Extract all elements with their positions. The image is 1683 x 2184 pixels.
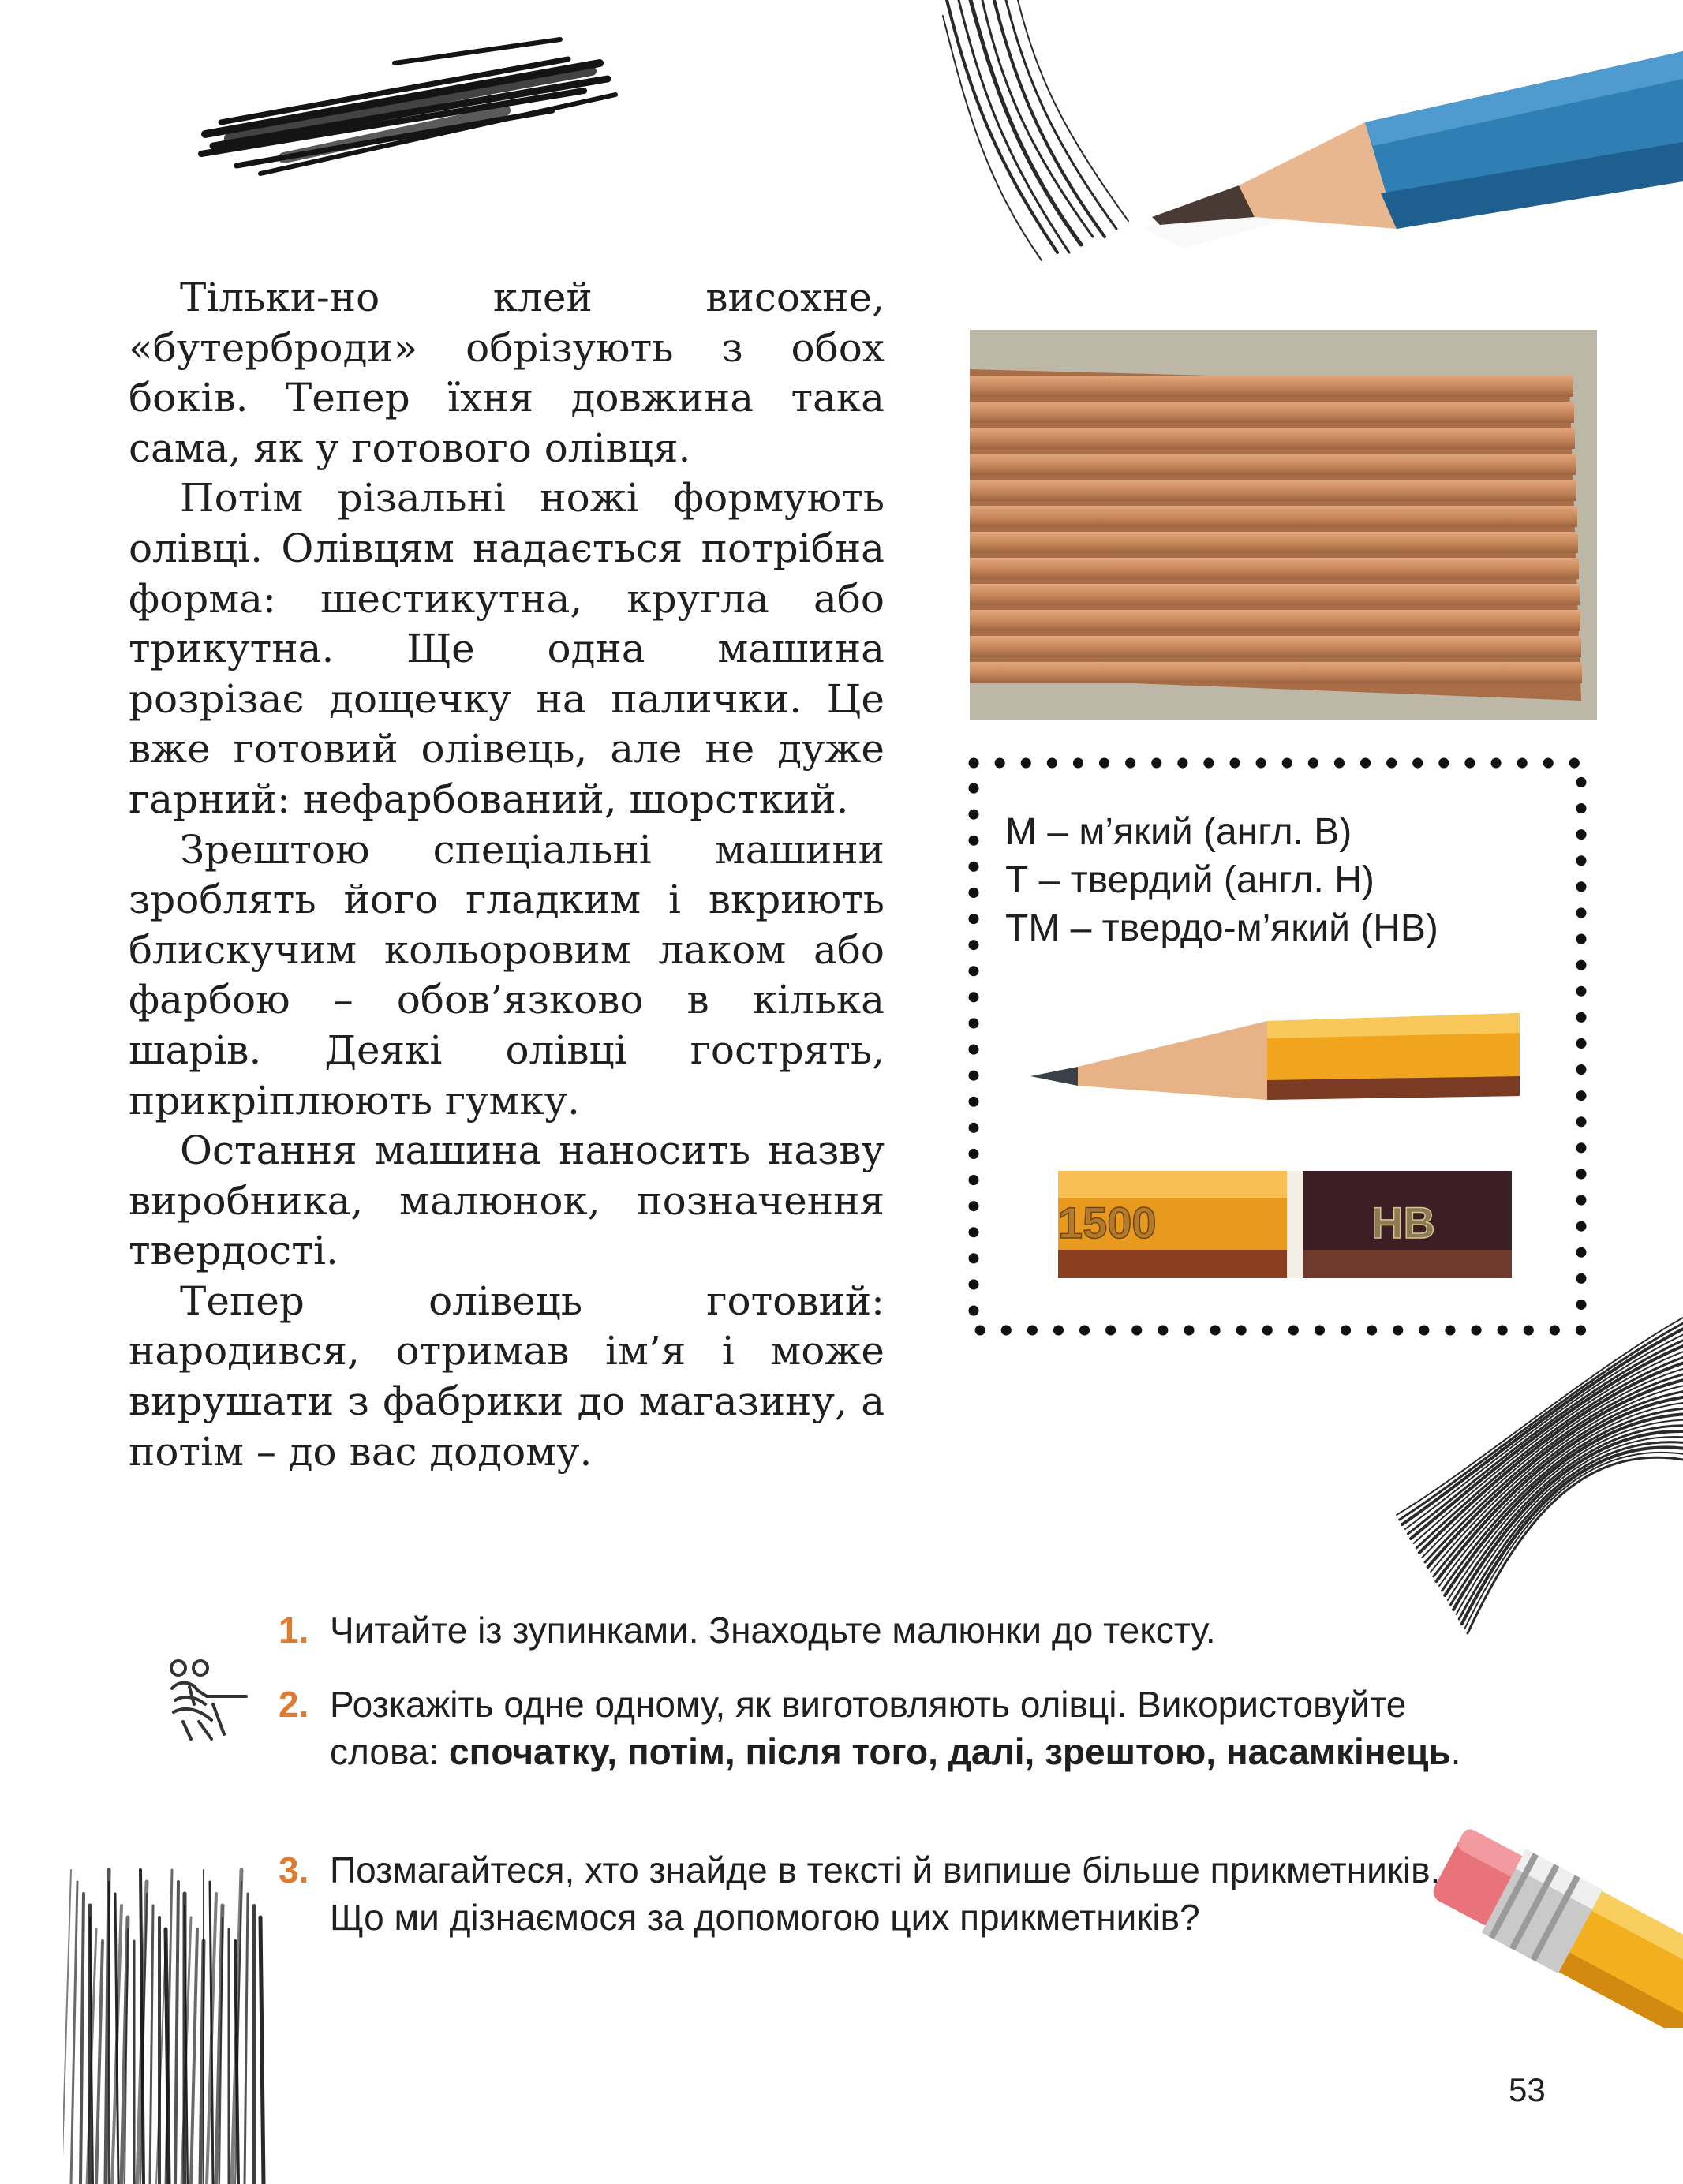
charcoal-stroke [245, 1894, 248, 2184]
question-text: Позмагайтеся, хто знайде в тексті й випише більше прикметників. Що ми дізнаємося за допомогою цих прикметників? [330, 1849, 1441, 1938]
question-1 [280, 1606, 1474, 1654]
page-number: 53 [1509, 2071, 1546, 2108]
wood-groove [970, 480, 1576, 501]
charcoal-stroke [63, 1870, 71, 2184]
wood-groove [970, 376, 1573, 397]
question-2 [280, 1681, 1466, 1775]
pair-work-icon [167, 1657, 251, 1744]
blue-pencil-image [1136, 47, 1683, 284]
wood-groove [970, 506, 1577, 527]
wood-groove [970, 532, 1578, 553]
charcoal-stroke [80, 1894, 84, 2184]
wood-groove [970, 662, 1582, 683]
charcoal-stroke [71, 1882, 77, 2184]
hb-pencil-image [1030, 1013, 1567, 1285]
question-number: 3. [279, 1849, 309, 1890]
hardness-legend [1005, 808, 1438, 952]
wood-groove [970, 454, 1576, 475]
question-text: Читайте із зупинками. Знаходьте малюнки до тексту. [330, 1610, 1216, 1651]
question-text-end: . [1450, 1731, 1461, 1772]
paragraph: Тепер олівець готовий: народився, отримав ім’я і може вирушати з фабрики до магазину, а потім – до вас додому. [129, 1277, 885, 1475]
charcoal-stroke [191, 1929, 197, 2184]
main-text [129, 273, 885, 1477]
wood-groove [970, 402, 1574, 423]
pencil-grade-label: HB [1371, 1198, 1435, 1247]
paragraph: Остання машина наносить назву виробника, малюнок, позначення твердості. [129, 1128, 885, 1274]
paragraph: Потім різальні ножі формують олівці. Олівцям надається потрібна форма: шестикутна, кругла або трикутна. Ще одна машина розрізає дощечку на палички. Це вже готовий олівець, але не дуже гарний: нефарбований, шорсткий. [129, 475, 885, 822]
question-3 [280, 1846, 1458, 1941]
charcoal-stroke [260, 1917, 264, 2184]
wood-groove [970, 428, 1575, 449]
paragraph: Тільки-но клей висохне, «бутерброди» обрізують з обох боків. Тепер їхня довжина така сама, як у готового олівця. [129, 275, 885, 471]
wood-groove [970, 584, 1580, 605]
legend-item-soft: М – м’який (англ. B) [1005, 811, 1352, 853]
charcoal-scribble-bottom-left [63, 1838, 300, 2184]
legend-item-hard: Т – твердий (англ. H) [1005, 859, 1374, 901]
pencil-number-label: 1500 [1058, 1198, 1157, 1247]
charcoal-stroke [175, 1882, 178, 2184]
eraser-pencil-image [1404, 1799, 1683, 2028]
paragraph: Зрештою спеціальні машини зроблять його гладким і вкриють блискучим кольоровим лаком або фарбою – обов’язково в кілька шарів. Деякі олівці гострять, прикріплюють гумку. [129, 826, 885, 1124]
legend-item-medium: ТМ – твердо-м’який (HB) [1005, 907, 1438, 949]
charcoal-scribble-right [1381, 1310, 1683, 1641]
wood-board-photo [970, 330, 1597, 720]
question-number: 2. [279, 1684, 309, 1725]
question-keywords: спочатку, потім, після того, далі, зрештою, насамкінець [449, 1731, 1451, 1772]
hardness-info-box [967, 757, 1588, 1337]
question-number: 1. [279, 1610, 309, 1651]
wood-groove [970, 636, 1581, 657]
charcoal-scribble-top-left [189, 16, 631, 189]
charcoal-stroke [150, 1905, 153, 2184]
question-text: Розкажіть одне одному, як виготовляють олівці. Використовуйте слова: [330, 1684, 1407, 1772]
wood-groove [970, 558, 1579, 579]
wood-groove [970, 610, 1580, 631]
charcoal-stroke [96, 1941, 103, 2184]
